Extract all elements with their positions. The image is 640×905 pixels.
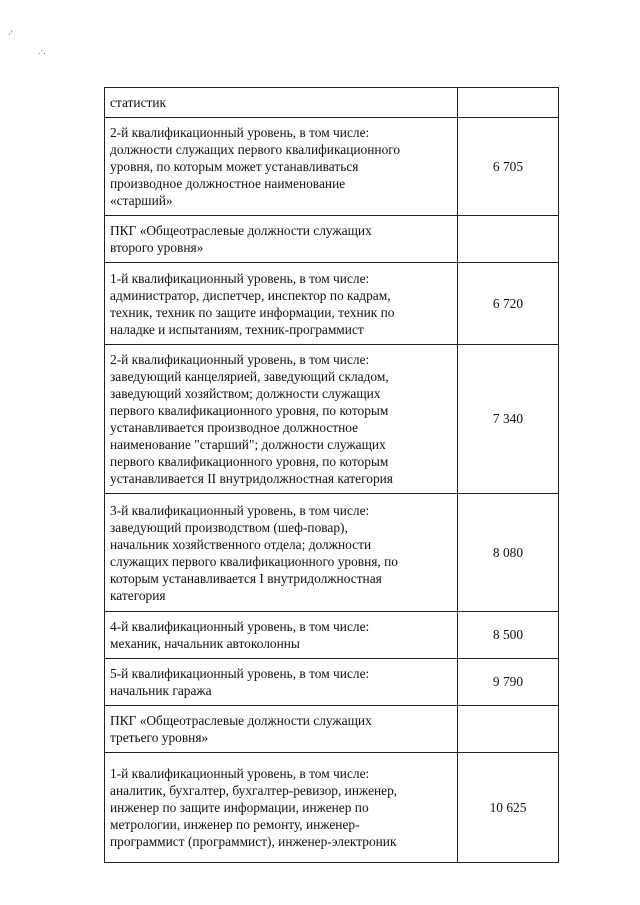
salary-value: 6 720 <box>458 263 559 345</box>
description-line: инженер по защите информации, инженер по <box>110 800 369 815</box>
description-line: служащих первого квалификационного уровня, по <box>110 553 398 569</box>
table-row <box>105 612 559 659</box>
position-description <box>105 706 458 753</box>
table-row <box>105 706 559 753</box>
description-line: первого квалификационного уровня, по которым <box>110 454 389 469</box>
table-row <box>105 263 559 345</box>
table-row <box>105 659 559 706</box>
description-line: третьего уровня» <box>110 730 209 745</box>
description-line: начальник хозяйственного отдела; должности <box>110 536 372 552</box>
table-row <box>105 118 559 216</box>
description-line: наименование "старший"; должности служащих <box>110 437 386 452</box>
position-description <box>105 494 458 612</box>
description-line: ПКГ «Общеотраслевые должности служащих <box>110 713 372 728</box>
description-line: 3-й квалификационный уровень, в том числе: <box>110 502 370 518</box>
table-row <box>105 216 559 263</box>
description-line: первого квалификационного уровня, по которым <box>110 403 389 418</box>
description-line: механик, начальник автоколонны <box>110 636 300 651</box>
description-line: устанавливается II внутридолжностная категория <box>110 471 393 486</box>
salary-value <box>458 216 559 263</box>
description-line: начальник гаража <box>110 683 212 698</box>
position-description <box>105 263 458 345</box>
description-line: 5-й квалификационный уровень, в том числе: <box>110 666 370 681</box>
description-line: должности служащих первого квалификационного <box>110 142 401 157</box>
description-line: устанавливается производное должностное <box>110 420 359 435</box>
description-line: производное должностное наименование <box>110 176 346 191</box>
salary-value: 9 790 <box>458 659 559 706</box>
table-row <box>105 753 559 863</box>
description-line: 1-й квалификационный уровень, в том числе: <box>110 766 370 781</box>
salary-value <box>458 706 559 753</box>
description-line: заведующий производством (шеф-повар), <box>110 519 348 535</box>
description-line: 2-й квалификационный уровень, в том числе: <box>110 125 370 140</box>
description-line: «старший» <box>110 193 173 208</box>
salary-table-body <box>105 88 559 863</box>
description-line: ПКГ «Общеотраслевые должности служащих <box>110 223 372 238</box>
position-description <box>105 216 458 263</box>
position-description <box>105 118 458 216</box>
position-description <box>105 659 458 706</box>
description-line: второго уровня» <box>110 240 204 255</box>
description-line: уровня, по которым может устанавливаться <box>110 159 359 174</box>
scan-speck: ·' <box>8 29 13 39</box>
description-line: категория <box>110 587 166 603</box>
salary-value <box>458 88 559 118</box>
description-line: метрологии, инженер по ремонту, инженер- <box>110 817 360 832</box>
scan-speck: .·. <box>38 46 46 56</box>
description-line: заведующий хозяйством; должности служащих <box>110 386 381 401</box>
description-line: 1-й квалификационный уровень, в том числе: <box>110 270 370 286</box>
description-line: 2-й квалификационный уровень, в том числе: <box>110 352 370 367</box>
description-line: администратор, диспетчер, инспектор по кадрам, <box>110 287 391 303</box>
salary-value: 8 500 <box>458 612 559 659</box>
salary-value: 6 705 <box>458 118 559 216</box>
salary-value: 7 340 <box>458 345 559 494</box>
salary-value: 10 625 <box>458 753 559 863</box>
salary-value: 8 080 <box>458 494 559 612</box>
description-line: программист (программист), инженер-электроник <box>110 834 397 849</box>
description-line: которым устанавливается I внутридолжностная <box>110 570 382 586</box>
table-row <box>105 88 559 118</box>
position-description <box>105 345 458 494</box>
description-line: техник, техник по защите информации, техник по <box>110 304 395 320</box>
table-row <box>105 345 559 494</box>
description-line: статистик <box>110 95 167 110</box>
description-line: наладке и испытаниям, техник-программист <box>110 321 364 337</box>
description-line: заведующий канцелярией, заведующий складом, <box>110 369 389 384</box>
position-description <box>105 88 458 118</box>
position-description <box>105 753 458 863</box>
description-line: аналитик, бухгалтер, бухгалтер-ревизор, инженер, <box>110 783 398 798</box>
salary-table <box>104 87 559 863</box>
position-description <box>105 612 458 659</box>
description-line: 4-й квалификационный уровень, в том числе: <box>110 619 370 634</box>
table-row <box>105 494 559 612</box>
